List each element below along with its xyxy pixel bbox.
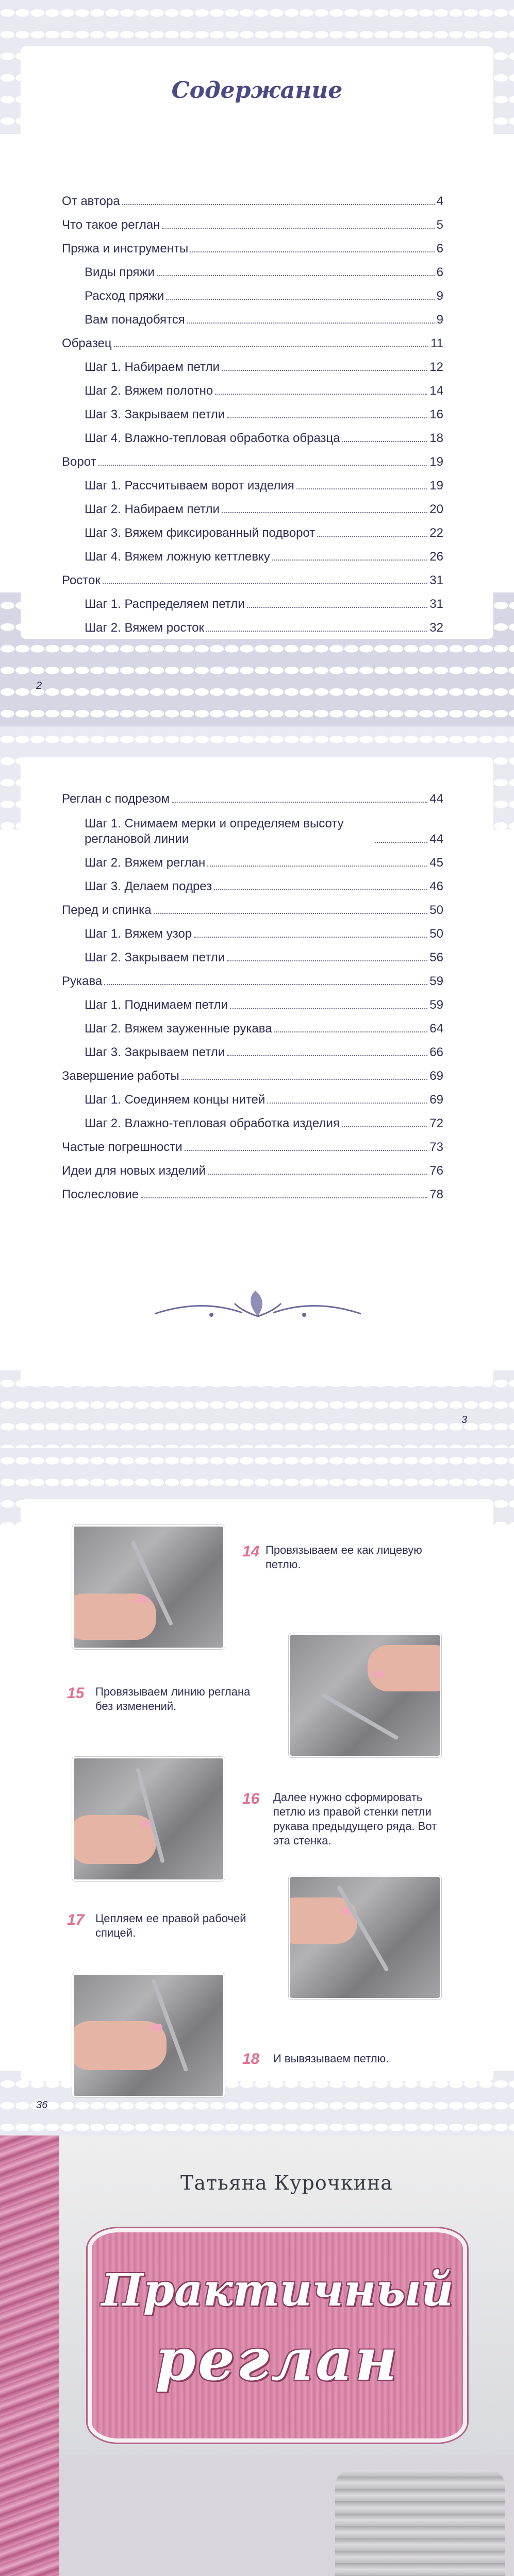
toc-entry[interactable] bbox=[62, 233, 443, 257]
instruction-page bbox=[0, 1448, 514, 2136]
toc-entry[interactable] bbox=[62, 783, 443, 807]
toc-entry-page: 6 bbox=[435, 241, 443, 257]
toc-leader-dots bbox=[274, 1031, 428, 1032]
toc-entry-page: 66 bbox=[427, 1045, 443, 1060]
toc-entry-label: Шаг 4. Влажно-тепловая обработка образца bbox=[85, 431, 342, 446]
toc-entry-label: Шаг 1. Распределяем петли bbox=[85, 597, 247, 612]
toc-entry[interactable] bbox=[62, 1060, 443, 1084]
toc-entry-label: Перед и спинка bbox=[62, 903, 154, 918]
step-photo bbox=[72, 1973, 225, 2097]
toc-entry-label: Шаг 4. Вяжем ложную кеттлевку bbox=[85, 549, 272, 565]
toc-entry-page: 45 bbox=[427, 855, 443, 871]
step-photo bbox=[289, 1633, 441, 1757]
decorative-ornament-icon bbox=[150, 1288, 366, 1324]
toc-entry-page: 14 bbox=[427, 383, 443, 399]
toc-entry[interactable] bbox=[62, 565, 443, 588]
step-photo bbox=[72, 1757, 225, 1881]
toc-entry[interactable] bbox=[62, 588, 443, 612]
toc-entry[interactable] bbox=[62, 612, 443, 636]
page-number: 36 bbox=[36, 2099, 48, 2111]
toc-entry[interactable] bbox=[62, 1108, 443, 1131]
toc-leader-dots bbox=[141, 1197, 427, 1198]
toc-entry[interactable] bbox=[62, 517, 443, 541]
toc-entry-label: Послесловие bbox=[62, 1187, 141, 1202]
toc-entry-page: 56 bbox=[427, 950, 443, 965]
toc-entry-label: Пряжа и инструменты bbox=[62, 241, 190, 257]
toc-entry[interactable] bbox=[62, 1131, 443, 1155]
toc-leader-dots bbox=[267, 1103, 427, 1104]
toc-leader-dots bbox=[172, 802, 427, 803]
toc-entry-page: 11 bbox=[428, 336, 443, 351]
toc-entry[interactable] bbox=[62, 1179, 443, 1202]
toc-entry-label: От автора bbox=[62, 194, 122, 209]
toc-entry[interactable] bbox=[62, 541, 443, 565]
toc-title: Содержание bbox=[171, 77, 343, 104]
toc-entry-page: 31 bbox=[427, 573, 443, 588]
toc-entry[interactable] bbox=[62, 209, 443, 233]
toc-entry-page: 12 bbox=[427, 360, 443, 375]
step-number: 16 bbox=[242, 1790, 260, 1807]
toc-entry-label: Шаг 1. Поднимаем петли bbox=[85, 997, 230, 1013]
toc-entry-label: Реглан с подрезом bbox=[62, 791, 172, 807]
toc-leader-dots bbox=[166, 299, 434, 300]
toc-entry-page: 50 bbox=[427, 903, 443, 918]
step-number: 17 bbox=[67, 1911, 85, 1928]
toc-entry-page: 78 bbox=[427, 1187, 443, 1202]
toc-leader-dots bbox=[227, 417, 427, 418]
step-text: Провязываем линию реглана без изменений. bbox=[95, 1685, 251, 1713]
step-number: 18 bbox=[242, 2050, 260, 2067]
toc-entry-label: Что такое реглан bbox=[62, 217, 162, 233]
step-text: Провязываем ее как лицевую петлю. bbox=[266, 1544, 422, 1571]
toc-entry-label: Шаг 1. Рассчитываем ворот изделия bbox=[85, 478, 296, 494]
toc-entry[interactable] bbox=[62, 328, 443, 351]
toc-entry-label: Идеи для новых изделий bbox=[62, 1163, 208, 1179]
toc-entry[interactable] bbox=[62, 375, 443, 399]
toc-entry[interactable] bbox=[62, 470, 443, 494]
toc-entry-page: 59 bbox=[427, 974, 443, 989]
toc-entry-page: 73 bbox=[427, 1140, 443, 1155]
toc-leader-dots bbox=[104, 984, 427, 985]
toc-leader-dots bbox=[194, 937, 427, 938]
toc-entry-page: 22 bbox=[427, 526, 443, 541]
toc-entry-label: Рукава bbox=[62, 974, 104, 989]
toc-leader-dots bbox=[187, 323, 435, 324]
toc-leader-dots bbox=[375, 842, 427, 843]
toc-leader-dots bbox=[227, 1055, 427, 1056]
page-number: 3 bbox=[461, 1414, 468, 1426]
toc-entry-page: 76 bbox=[427, 1163, 443, 1179]
toc-entry[interactable] bbox=[62, 894, 443, 918]
toc-entry-page: 9 bbox=[435, 312, 443, 328]
toc-entry[interactable] bbox=[62, 918, 443, 942]
toc-entry-label: Росток bbox=[62, 573, 103, 588]
toc-entry[interactable] bbox=[62, 494, 443, 517]
toc-entry[interactable] bbox=[62, 304, 443, 328]
toc-entry[interactable] bbox=[62, 871, 443, 894]
page-number: 2 bbox=[36, 680, 42, 691]
step-text: И вывязываем петлю. bbox=[273, 2052, 389, 2065]
toc-list bbox=[62, 783, 443, 1202]
toc-entry-label: Шаг 1. Соединяем концы нитей bbox=[85, 1092, 267, 1108]
toc-entry-page: 31 bbox=[427, 597, 443, 612]
toc-entry-page: 6 bbox=[435, 265, 443, 280]
toc-leader-dots bbox=[114, 346, 428, 347]
toc-entry-page: 16 bbox=[427, 407, 443, 422]
toc-page-2 bbox=[0, 726, 514, 1448]
toc-entry[interactable] bbox=[62, 446, 443, 470]
toc-leader-dots bbox=[98, 465, 428, 466]
toc-entry-page: 59 bbox=[427, 997, 443, 1013]
cover-title-line1: Практичный bbox=[101, 2264, 454, 2316]
toc-entry-label: Шаг 1. Снимаем мерки и определяем высоту реглановой линии bbox=[85, 816, 375, 847]
knitted-pillow-image bbox=[335, 2470, 505, 2576]
toc-entry-label: Шаг 2. Набираем петли bbox=[85, 502, 222, 517]
toc-entry-label: Шаг 1. Набираем петли bbox=[85, 360, 222, 375]
toc-leader-dots bbox=[317, 536, 427, 537]
book-cover bbox=[0, 2136, 514, 2576]
toc-entry-page: 69 bbox=[427, 1069, 443, 1084]
toc-entry-page: 44 bbox=[427, 791, 443, 807]
toc-entry-label: Шаг 3. Закрываем петли bbox=[85, 407, 227, 422]
toc-entry-label: Шаг 3. Вяжем фиксированный подворот bbox=[85, 526, 317, 541]
toc-entry-label: Виды пряжи bbox=[85, 265, 157, 280]
cover-author: Татьяна Курочкина bbox=[180, 2172, 393, 2194]
toc-leader-dots bbox=[272, 560, 428, 561]
toc-leader-dots bbox=[190, 251, 434, 252]
step-text: Цепляем ее правой рабочей спицей. bbox=[95, 1912, 246, 1939]
toc-page-1 bbox=[0, 0, 514, 726]
toc-entry-page: 19 bbox=[427, 454, 443, 470]
step-number: 14 bbox=[242, 1543, 260, 1560]
toc-leader-dots bbox=[162, 228, 434, 229]
toc-entry-page: 50 bbox=[427, 926, 443, 942]
toc-entry[interactable] bbox=[62, 965, 443, 989]
toc-entry[interactable] bbox=[62, 1084, 443, 1108]
toc-leader-dots bbox=[207, 866, 427, 867]
step-number: 15 bbox=[67, 1685, 85, 1702]
toc-leader-dots bbox=[122, 204, 435, 205]
toc-entry[interactable] bbox=[62, 399, 443, 422]
toc-entry-label: Шаг 2. Вяжем росток bbox=[85, 620, 206, 636]
toc-entry-label: Шаг 2. Вяжем реглан bbox=[85, 855, 207, 871]
toc-entry[interactable] bbox=[62, 422, 443, 446]
toc-entry-label: Шаг 2. Влажно-тепловая обработка изделия bbox=[85, 1116, 342, 1131]
toc-entry-page: 46 bbox=[427, 879, 443, 894]
toc-leader-dots bbox=[215, 394, 427, 395]
toc-leader-dots bbox=[206, 631, 427, 632]
toc-entry[interactable] bbox=[62, 847, 443, 871]
toc-leader-dots bbox=[227, 960, 427, 961]
toc-entry-page: 69 bbox=[427, 1092, 443, 1108]
toc-leader-dots bbox=[296, 488, 428, 489]
toc-entry-page: 32 bbox=[427, 620, 443, 636]
toc-entry-page: 5 bbox=[435, 217, 443, 233]
toc-entry-label: Частые погрешности bbox=[62, 1140, 185, 1155]
toc-leader-dots bbox=[230, 1008, 427, 1009]
toc-entry[interactable] bbox=[62, 185, 443, 209]
toc-leader-dots bbox=[154, 913, 428, 914]
toc-entry-label: Шаг 3. Делаем подрез bbox=[85, 879, 214, 894]
toc-entry-label: Шаг 2. Закрываем петли bbox=[85, 950, 227, 965]
toc-entry-page: 19 bbox=[427, 478, 443, 494]
toc-leader-dots bbox=[208, 1174, 427, 1175]
toc-leader-dots bbox=[342, 441, 428, 442]
toc-entry-label: Шаг 2. Вяжем полотно bbox=[85, 383, 215, 399]
toc-entry-page: 18 bbox=[427, 431, 443, 446]
toc-leader-dots bbox=[214, 889, 427, 890]
toc-entry-label: Образец bbox=[62, 336, 114, 351]
toc-entry-page: 72 bbox=[427, 1116, 443, 1131]
toc-leader-dots bbox=[342, 1126, 427, 1127]
toc-leader-dots bbox=[222, 370, 427, 371]
toc-entry-label: Завершение работы bbox=[62, 1069, 181, 1084]
toc-entry[interactable] bbox=[62, 351, 443, 375]
toc-entry-label: Шаг 1. Вяжем узор bbox=[85, 926, 194, 942]
toc-entry-label: Шаг 3. Закрываем петли bbox=[85, 1045, 227, 1060]
toc-entry[interactable] bbox=[62, 1013, 443, 1037]
toc-leader-dots bbox=[247, 607, 428, 608]
toc-entry[interactable] bbox=[62, 257, 443, 280]
toc-entry-page: 9 bbox=[435, 289, 443, 304]
toc-entry-label: Ворот bbox=[62, 454, 98, 470]
toc-entry-page: 44 bbox=[427, 832, 443, 847]
step-text: Далее нужно сформировать петлю из правой стенки петли рукава предыдущего ряда. Вот эта стенка. bbox=[273, 1791, 437, 1847]
toc-leader-dots bbox=[103, 583, 427, 584]
toc-entry[interactable] bbox=[62, 807, 443, 847]
toc-entry[interactable] bbox=[62, 1037, 443, 1060]
cover-title-line2: реглан bbox=[155, 2326, 400, 2394]
toc-entry-label: Вам понадобятся bbox=[85, 312, 187, 328]
toc-leader-dots bbox=[181, 1079, 427, 1080]
toc-leader-dots bbox=[157, 275, 435, 276]
toc-entry-page: 26 bbox=[427, 549, 443, 565]
toc-list bbox=[62, 185, 443, 636]
toc-entry[interactable] bbox=[62, 989, 443, 1013]
toc-entry[interactable] bbox=[62, 280, 443, 304]
toc-entry-label: Расход пряжи bbox=[85, 289, 166, 304]
toc-entry[interactable] bbox=[62, 942, 443, 965]
toc-entry[interactable] bbox=[62, 1155, 443, 1179]
toc-entry-page: 20 bbox=[427, 502, 443, 517]
toc-leader-dots bbox=[222, 512, 427, 513]
yarn-strip-image bbox=[0, 2136, 59, 2576]
toc-entry-label: Шаг 2. Вяжем зауженные рукава bbox=[85, 1021, 274, 1037]
step-photo bbox=[72, 1525, 225, 1649]
step-photo bbox=[289, 1875, 441, 1999]
toc-leader-dots bbox=[185, 1150, 428, 1151]
toc-entry-page: 64 bbox=[427, 1021, 443, 1037]
toc-entry-page: 4 bbox=[435, 194, 443, 209]
